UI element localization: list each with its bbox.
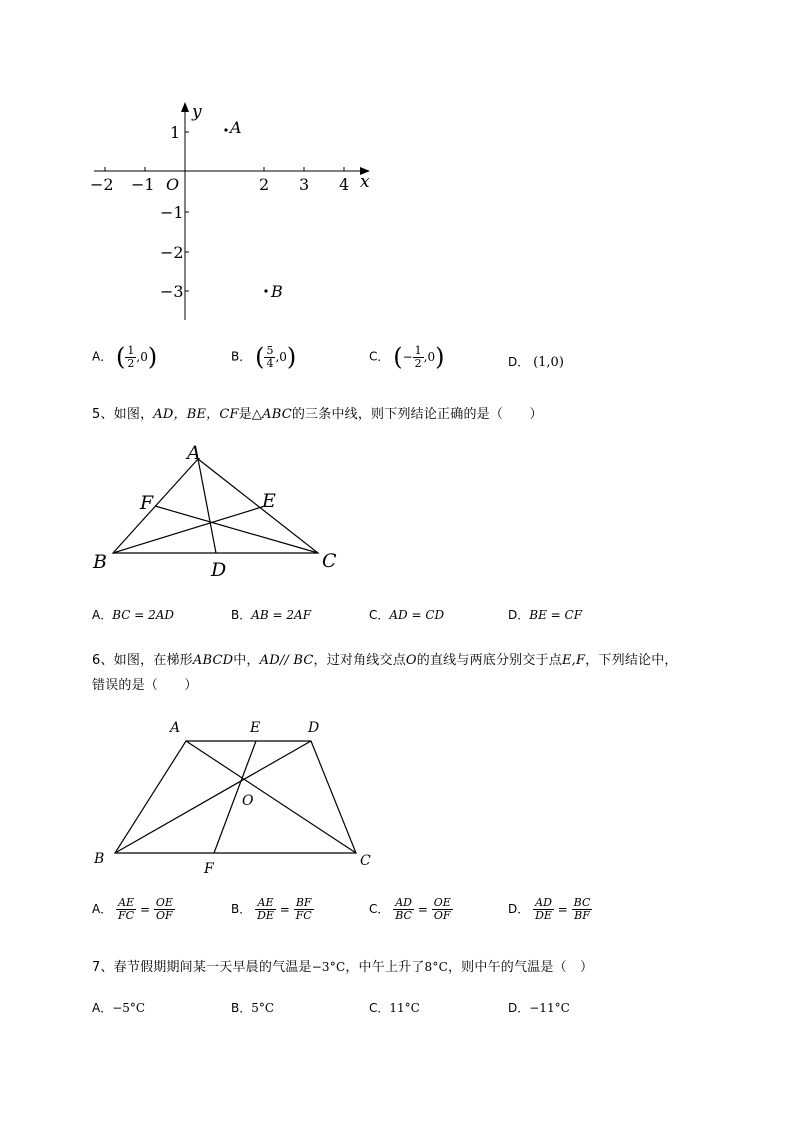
q4-option-d[interactable] (508, 353, 564, 370)
option-letter: D． (508, 355, 530, 369)
vertex-a-label: A (187, 442, 201, 464)
y-tick-label: 1 (170, 123, 181, 142)
x-tick-label: 2 (259, 175, 270, 194)
fraction: $\frac{1}{2}$ (127, 343, 135, 370)
y-tick-label: −2 (160, 243, 184, 262)
x-tick-label: 3 (299, 175, 310, 194)
left-paren: ( (116, 343, 126, 371)
origin-label: O (166, 175, 180, 194)
trapezoid-figure (88, 714, 388, 879)
question-7-text: 7、春节假期期间某一天早晨的气温是−3°C，中午上升了8°C，则中午的气温是（ ） (92, 960, 594, 975)
vertex-d-label: D (308, 720, 320, 736)
option-letter: A． (92, 349, 113, 364)
q4-option-c[interactable] (369, 343, 444, 371)
q6-option-b[interactable]: B． $\frac{AE}{DE}$ = $\frac{BF}{FC}$ (231, 896, 312, 922)
point-b-label: B (271, 282, 283, 301)
left-paren: ( (393, 343, 403, 371)
right-paren: ) (147, 343, 158, 371)
q6-option-a[interactable]: A． $\frac{AE}{FC}$ = $\frac{OE}{OF}$ (92, 896, 173, 922)
q5-option-d[interactable]: D．BE = CF (508, 608, 583, 622)
point-d-label: D (211, 559, 227, 580)
y-tick-label: −1 (160, 203, 184, 222)
point-b-dot (264, 289, 267, 292)
option-tail: ,0 (136, 350, 148, 364)
y-tick-label: −3 (160, 282, 184, 301)
q4-option-a[interactable] (92, 343, 157, 371)
right-paren: ) (435, 343, 445, 371)
option-tail: ,0 (275, 350, 287, 364)
q5-option-a[interactable]: A．BC = 2AD (92, 608, 175, 622)
q5-option-c[interactable]: C．AD = CD (369, 608, 445, 622)
triangle-figure (88, 440, 348, 580)
option-letter: B． (231, 349, 252, 364)
question-5-text: 5、如图，AD，BE，CF是△ABC的三条中线，则下列结论正确的是（ ） (92, 407, 543, 422)
q6-option-c[interactable]: C． $\frac{AD}{BC}$ = $\frac{OE}{OF}$ (369, 896, 451, 922)
option-text: (1,0) (533, 355, 564, 370)
point-o-label: O (242, 793, 254, 809)
x-tick-label: −1 (131, 175, 155, 194)
q7-option-b[interactable]: B．5°C (231, 1001, 275, 1015)
x-axis-label: x (360, 172, 370, 192)
vertex-a-label: A (170, 720, 181, 736)
y-axis-label: y (192, 102, 202, 122)
point-a-dot (224, 128, 227, 131)
vertex-b-label: B (93, 551, 107, 573)
left-paren: ( (255, 343, 265, 371)
fraction: $\frac{1}{2}$ (414, 343, 422, 370)
coordinate-plane-figure (88, 98, 378, 328)
q7-option-d[interactable]: D．−11°C (508, 1001, 570, 1015)
point-f-label: F (204, 861, 214, 877)
minus-sign: − (402, 350, 413, 364)
x-tick-label: −2 (90, 175, 114, 194)
option-tail: ,0 (423, 350, 436, 364)
q4-option-b[interactable] (231, 343, 296, 371)
point-a-label: A (230, 118, 242, 137)
q5-option-b[interactable]: B．AB = 2AF (231, 608, 312, 622)
question-6-text: 6、如图，在梯形ABCD中，AD// BC，过对角线交点O的直线与两底分别交于点E,F，下列结论中， 错误的是（ ） (92, 653, 678, 693)
point-f-label: F (140, 492, 154, 514)
vertex-c-label: C (360, 853, 371, 869)
x-tick-label: 4 (339, 175, 350, 194)
point-e-label: E (250, 720, 261, 736)
option-letter: C． (369, 349, 390, 364)
fraction: $\frac{5}{4}$ (266, 343, 274, 370)
vertex-c-label: C (322, 550, 337, 572)
right-paren: ) (286, 343, 297, 371)
vertex-b-label: B (94, 851, 105, 867)
q6-option-d[interactable]: D． $\frac{AD}{DE}$ = $\frac{BC}{BF}$ (508, 896, 591, 922)
point-e-label: E (262, 490, 276, 512)
q7-option-a[interactable]: A．−5°C (92, 1001, 146, 1015)
q7-option-c[interactable]: C．11°C (369, 1001, 420, 1015)
